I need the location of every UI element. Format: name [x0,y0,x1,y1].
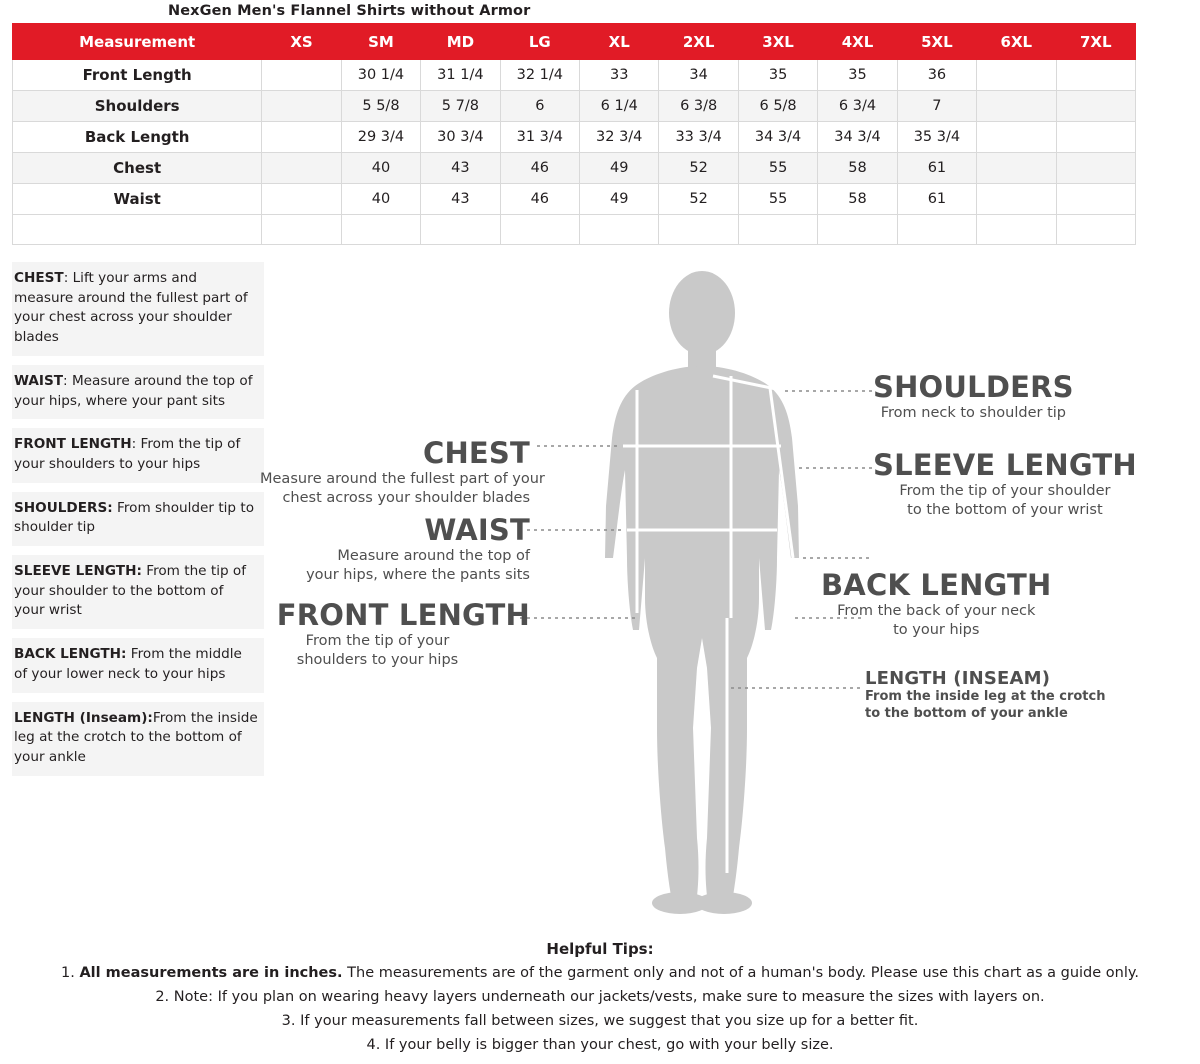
tip-item [0,962,1200,986]
tips-title: Helpful Tips: [546,940,654,958]
table-cell: 58 [818,184,897,215]
table-cell: 61 [897,153,976,184]
definition-text: From the tip of your shoulder to the bottom of your wrist [14,563,247,619]
table-row [13,184,1136,215]
table-cell: 32 1/4 [500,60,579,91]
table-cell: 36 [897,60,976,91]
table-cell: 49 [580,184,659,215]
table-cell: 46 [500,153,579,184]
table-cell [262,91,341,122]
definition-term: SHOULDERS: [14,499,113,516]
helpful-tips [0,940,1200,1058]
label-shoulders: SHOULDERS From neck to shoulder tip [873,370,1074,421]
table-cell [659,215,738,245]
table-cell: 30 3/4 [421,122,500,153]
table-cell: 61 [897,184,976,215]
table-cell [580,215,659,245]
tip-text: If your belly is bigger than your chest, go with your belly size. [384,1036,834,1053]
table-cell [977,215,1056,245]
tip-number: 4. [366,1036,385,1053]
table-cell: 33 3/4 [659,122,738,153]
table-cell [818,215,897,245]
label-length-inseam: LENGTH (INSEAM) From the inside leg at the crotch to the bottom of your ankle [865,668,1106,721]
table-cell [262,153,341,184]
tip-number: 3. [281,1012,301,1029]
table-row [13,153,1136,184]
definition-text: Lift your arms and measure around the fullest part of your chest across your shoulder blades [14,270,248,346]
definition-term: SLEEVE LENGTH: [14,563,142,580]
table-row [13,60,1136,91]
tip-number: 2. [155,988,174,1005]
size-table [12,23,1136,245]
table-cell: 29 3/4 [341,122,420,153]
definition-text: From the middle of your lower neck to your hips [14,646,242,682]
table-cell: 6 3/4 [818,91,897,122]
definition-term: CHEST [14,270,64,286]
table-cell: 6 3/8 [659,91,738,122]
table-cell: 46 [500,184,579,215]
table-cell [738,215,817,245]
table-cell: 6 1/4 [580,91,659,122]
table-cell: 52 [659,153,738,184]
definition-text: From shoulder tip to shoulder tip [14,499,255,536]
table-row-label: Shoulders [13,91,262,122]
table-cell: 35 [818,60,897,91]
table-cell [1056,122,1135,153]
definition-text: From the tip of your shoulders to your hips [14,436,241,472]
table-cell: 43 [421,153,500,184]
table-cell: 49 [580,153,659,184]
table-cell: 33 [580,60,659,91]
body-diagram [260,258,1190,918]
tip-number: 1. [60,965,80,981]
definition-term: WAIST [14,372,64,389]
table-row [13,215,1136,245]
label-front-length: FRONT LENGTH From the tip of your shoulders to your hips [276,598,530,668]
table-row-label: Waist [13,184,262,215]
definition-separator: : [63,372,72,389]
table-cell: 58 [818,153,897,184]
table-row-label: Front Length [13,60,262,91]
label-waist: WAIST Measure around the top of your hips, where the pants sits [306,513,530,583]
table-cell: 5 7/8 [421,91,500,122]
table-cell: 5 5/8 [341,91,420,122]
table-cell [1056,91,1135,122]
table-cell: 55 [738,184,817,215]
table-header-measurement: Measurement [13,24,262,60]
definition-separator: : [131,436,141,453]
definition-text: Measure around the top of your hips, where your pant sits [14,372,253,409]
table-cell: 35 [738,60,817,91]
table-cell: 31 1/4 [421,60,500,91]
table-cell: 32 3/4 [580,122,659,153]
table-cell: 55 [738,153,817,184]
tip-text: The measurements are of the garment only and not of a human's body. Please use this chart as a guide only. [342,965,1139,981]
table-cell: 40 [341,184,420,215]
page-title: NexGen Men's Flannel Shirts without Armor [168,3,531,19]
definition-item [12,638,264,692]
table-cell [977,184,1056,215]
table-header-size-2xl: 2XL [659,24,738,60]
table-cell [262,184,341,215]
table-cell: 34 3/4 [818,122,897,153]
table-header-size-7xl: 7XL [1056,24,1135,60]
table-cell [341,215,420,245]
table-cell: 40 [341,153,420,184]
definition-term: FRONT LENGTH [14,436,132,453]
table-cell [1056,215,1135,245]
table-cell [977,153,1056,184]
table-row-label: Chest [13,153,262,184]
table-header-size-xs: XS [262,24,341,60]
table-cell [262,122,341,153]
tip-item [0,986,1200,1010]
definition-separator: : [63,270,73,286]
table-cell: 35 3/4 [897,122,976,153]
table-cell [977,60,1056,91]
table-cell [977,91,1056,122]
definition-term: BACK LENGTH: [14,646,127,663]
label-chest: CHEST Measure around the fullest part of your chest across your shoulder blades [260,436,545,506]
tip-text: Note: If you plan on wearing heavy layers underneath our jackets/vests, make sure to measure the sizes with layers on. [173,988,1045,1005]
tip-bold: All measurements are in inches. [79,965,343,981]
table-cell [421,215,500,245]
table-header-size-sm: SM [341,24,420,60]
table-header-size-3xl: 3XL [738,24,817,60]
table-cell: 43 [421,184,500,215]
table-cell [1056,184,1135,215]
table-header-size-md: MD [421,24,500,60]
table-cell: 30 1/4 [341,60,420,91]
table-header-size-5xl: 5XL [897,24,976,60]
table-cell: 34 [659,60,738,91]
table-cell [897,215,976,245]
tip-item [0,1010,1200,1034]
table-row-label [13,215,262,245]
table-cell: 52 [659,184,738,215]
table-row [13,122,1136,153]
table-header-size-lg: LG [500,24,579,60]
table-row [13,91,1136,122]
definition-item [12,702,264,776]
table-cell: 31 3/4 [500,122,579,153]
table-row-label: Back Length [13,122,262,153]
table-header-size-xl: XL [580,24,659,60]
definition-item [12,365,264,419]
definition-item [12,262,264,356]
tip-item [0,1034,1200,1058]
table-header-size-4xl: 4XL [818,24,897,60]
definition-term: LENGTH (Inseam): [14,709,153,726]
table-cell [1056,60,1135,91]
table-header-size-6xl: 6XL [977,24,1056,60]
definition-item [12,555,264,629]
table-cell [500,215,579,245]
table-cell [262,215,341,245]
table-cell [1056,153,1135,184]
definition-text: From the inside leg at the crotch to the bottom of your ankle [14,709,258,765]
definition-item [12,428,264,482]
table-cell: 6 [500,91,579,122]
table-cell [262,60,341,91]
definition-item [12,492,264,546]
tip-text: If your measurements fall between sizes, we suggest that you size up for a better fit. [300,1012,919,1029]
label-sleeve-length: SLEEVE LENGTH From the tip of your shoulder to the bottom of your wrist [873,448,1137,518]
measurement-definitions [12,262,264,785]
table-header-row [13,24,1136,60]
table-cell: 34 3/4 [738,122,817,153]
table-cell: 6 5/8 [738,91,817,122]
label-back-length: BACK LENGTH From the back of your neck to your hips [821,568,1052,638]
table-cell [977,122,1056,153]
table-cell: 7 [897,91,976,122]
